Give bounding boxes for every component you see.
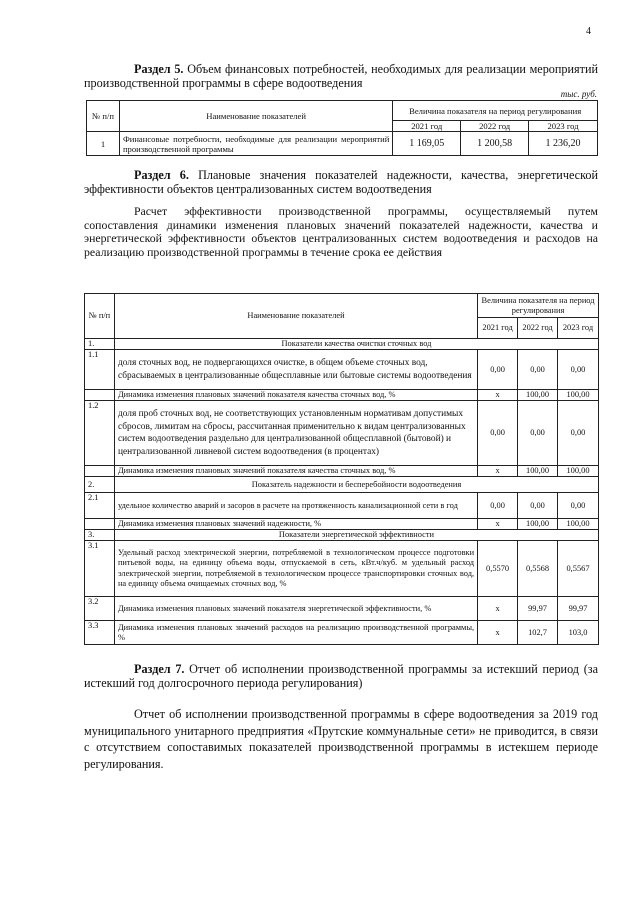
section7-paragraph: Отчет об исполнении производственной программы в сфере водоотведения за 2019 год муниципального унитарного предприятия «Прутские коммунальные сети» не приводится, в связи с отсутствием сопоставимых показателей производственной программы в истекшем периоде регулирования. [84, 707, 598, 771]
row-value: 0,5567 [558, 541, 599, 597]
row-num: 1 [87, 132, 120, 156]
group-row [85, 530, 599, 541]
row-value: 0,00 [518, 401, 558, 466]
row-value: 0,00 [558, 493, 599, 519]
row-value: x [478, 597, 518, 621]
row-value: 1 200,58 [461, 132, 529, 156]
row-value: 0,00 [478, 401, 518, 466]
table-row [85, 466, 599, 477]
table-row [85, 541, 599, 597]
col-num-header: № п/п [87, 101, 120, 132]
group-row [85, 339, 599, 350]
year-header: 2022 год [461, 121, 529, 132]
row-value: x [478, 390, 518, 401]
table-row [85, 597, 599, 621]
section5-title: Объем финансовых потребностей, необходимых для реализации мероприятий производственной программы в сфере водоотведения [84, 62, 598, 90]
row-name: удельное количество аварий и засоров в расчете на протяженность канализационной сети в год [114, 493, 477, 519]
group-num: 2. [85, 477, 115, 493]
group-row [85, 477, 599, 493]
group-title: Показатели качества очистки сточных вод [114, 339, 598, 350]
row-value: 99,97 [558, 597, 599, 621]
table-row [85, 493, 599, 519]
year-header: 2021 год [393, 121, 461, 132]
row-value: 0,00 [518, 350, 558, 390]
table-row [85, 519, 599, 530]
group-num: 3. [85, 530, 115, 541]
row-value: 0,00 [558, 350, 599, 390]
section6-paragraph: Расчет эффективности производственной программы, осуществляемый путем сопоставления динамики изменения плановых значений показателей надежности, качества и энергетической эффективности объектов централизованных систем водоотведения и расходов на реализацию производственной программы в течение срока ее действия [84, 204, 598, 259]
row-num: 3.3 [85, 621, 115, 645]
row-num: 3.2 [85, 597, 115, 621]
section7-label: Раздел 7. [134, 662, 185, 676]
finance-table [86, 100, 598, 156]
col-value-header: Величина показателя на период регулирования [478, 294, 599, 318]
row-value: 100,00 [518, 466, 558, 477]
year-header: 2021 год [478, 318, 518, 339]
row-name: Финансовые потребности, необходимые для реализации мероприятий производственной программы [119, 132, 392, 156]
row-name: доля сточных вод, не подвергающихся очистке, в общем объеме сточных вод, сбрасываемых в централизованные общесплавные или бытовые системы водоотведения [114, 350, 477, 390]
col-name-header: Наименование показателей [114, 294, 477, 339]
row-value: 100,00 [518, 519, 558, 530]
row-value: 100,00 [558, 519, 599, 530]
row-name: доля проб сточных вод, не соответствующих установленным нормативам допустимых сбросов, лимитам на сбросы, рассчитанная применительно к видам централизованных систем водоотведения раздельно для централизованной общесплавной (бытовой) и централизованной ливневой систем водоотведения (в процентах) [114, 401, 477, 466]
year-header: 2023 год [529, 121, 598, 132]
row-value: 0,5570 [478, 541, 518, 597]
table-row [85, 401, 599, 466]
section6-heading [84, 168, 598, 196]
unit-label: тыс. руб. [560, 89, 597, 99]
row-name: Динамика изменения плановых значений расходов на реализацию производственной программы, % [114, 621, 477, 645]
row-num: 1.2 [85, 401, 115, 466]
indicators-table [84, 293, 599, 645]
col-name-header: Наименование показателей [119, 101, 392, 132]
row-name: Удельный расход электрической энергии, потребляемой в технологическом процессе подготовки питьевой воды, на единицу объема воды, отпускаемой в сеть, кВт.ч/куб. м удельный расход электрической энергии, потребляемой в технологическом процессе транспортировки сточных вод, на единицу объема очищаемых сточных вод, % [114, 541, 477, 597]
year-header: 2023 год [558, 318, 599, 339]
row-name: Динамика изменения плановых значений показателя качества сточных вод, % [114, 390, 477, 401]
group-title: Показатели энергетической эффективности [114, 530, 598, 541]
section7-title: Отчет об исполнении производственной программы за истекший период (за истекший год долгосрочного периода регулирования) [84, 662, 598, 690]
row-value: 1 236,20 [529, 132, 598, 156]
row-value: x [478, 519, 518, 530]
row-num: 1.1 [85, 350, 115, 390]
row-value: x [478, 466, 518, 477]
group-title: Показатель надежности и бесперебойности водоотведения [114, 477, 598, 493]
row-value: 103,0 [558, 621, 599, 645]
row-value: 0,00 [518, 493, 558, 519]
row-value: 1 169,05 [393, 132, 461, 156]
row-num: 3.1 [85, 541, 115, 597]
table-row [85, 390, 599, 401]
col-value-header: Величина показателя на период регулирования [393, 101, 598, 121]
section6-label: Раздел 6. [134, 168, 189, 182]
row-name: Динамика изменения плановых значений показателя энергетической эффективности, % [114, 597, 477, 621]
table-row [85, 350, 599, 390]
row-value: 0,5568 [518, 541, 558, 597]
row-value: 100,00 [558, 466, 599, 477]
table-row [85, 621, 599, 645]
table-row [87, 132, 598, 156]
row-value: 0,00 [478, 350, 518, 390]
section5-label: Раздел 5. [134, 62, 184, 76]
row-value: 0,00 [558, 401, 599, 466]
row-name: Динамика изменения плановых значений показателя качества сточных вод, % [114, 466, 477, 477]
row-value: 0,00 [478, 493, 518, 519]
row-value: 99,97 [518, 597, 558, 621]
row-value: 102,7 [518, 621, 558, 645]
row-value: 100,00 [558, 390, 599, 401]
row-value: x [478, 621, 518, 645]
year-header: 2022 год [518, 318, 558, 339]
page-number: 4 [586, 26, 591, 37]
row-value: 100,00 [518, 390, 558, 401]
col-num-header: № п/п [85, 294, 115, 339]
section5-heading [84, 62, 598, 90]
group-num: 1. [85, 339, 115, 350]
row-name: Динамика изменения плановых значений надежности, % [114, 519, 477, 530]
section6-title: Плановые значения показателей надежности, качества, энергетической эффективности объектов централизованных систем водоотведения [84, 168, 598, 196]
row-num: 2.1 [85, 493, 115, 519]
section7-heading [84, 662, 598, 690]
